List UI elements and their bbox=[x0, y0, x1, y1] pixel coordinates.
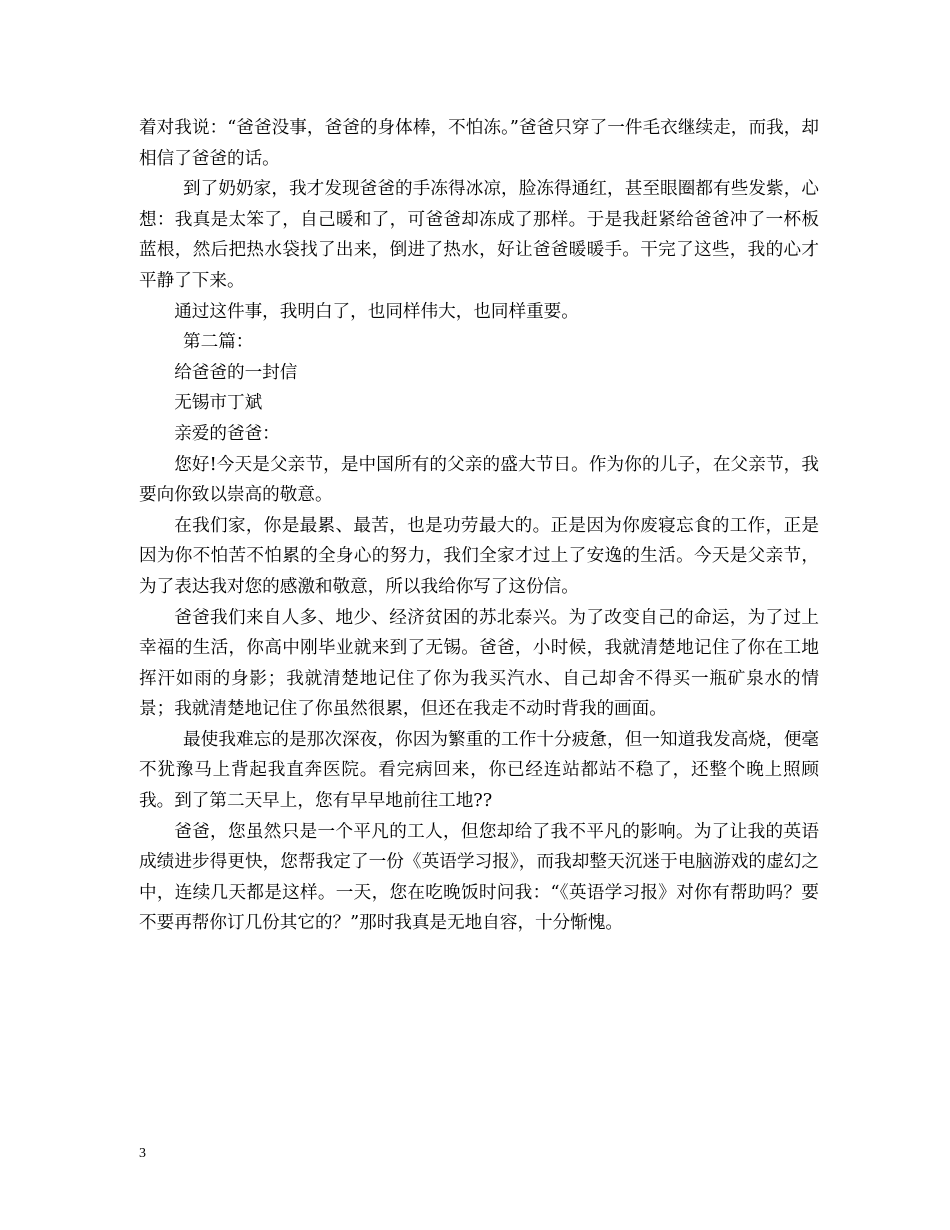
letter-title: 给爸爸的一封信 bbox=[174, 362, 298, 383]
paragraph-10: 爸爸我们来自人多、地少、经济贫困的苏北泰兴。为了改变自己的命运，为了过上幸福的生活，你高中刚毕业就来到了无锡。爸爸，小时候，我就清楚地记住了你在工地挥汗如雨的身影；我就清楚地记住了你为我买汽水、自己却舍不得买一瓶矿泉水的情景；我就清楚地记住了你虽然很累，但还在我走不动时背我的画面。 bbox=[139, 607, 819, 720]
page-number: 3 bbox=[139, 1146, 146, 1161]
paragraph-9: 在我们家，你是最累、最苦，也是功劳最大的。正是因为你废寝忘食的工作，正是因为你不怕苦不怕累的全身心的努力，我们全家才过上了安逸的生活。今天是父亲节，为了表达我对您的感激和敬意，所以我给你写了这份信。 bbox=[139, 515, 819, 597]
paragraph-1: 着对我说：“爸爸没事，爸爸的身体棒，不怕冻。”爸爸只穿了一件毛衣继续走，而我，却相信了爸爸的话。 bbox=[139, 118, 819, 169]
paragraph-2: 到了奶奶家，我才发现爸爸的手冻得冰凉，脸冻得通红，甚至眼圈都有些发紫，心想：我真是太笨了，自己暖和了，可爸爸却冻成了那样。于是我赶紧给爸爸冲了一杯板蓝根，然后把热水袋找了出来，倒进了热水，好让爸爸暖暖手。干完了这些，我的心才平静了下来。 bbox=[139, 179, 819, 291]
paragraph-11: 最使我难忘的是那次深夜，你因为繁重的工作十分疲惫，但一知道我发高烧，便毫不犹豫马上背起我直奔医院。看完病回来，你已经连站都站不稳了，还整个晚上照顾我。到了第二天早上，您有早早地前往工地?? bbox=[139, 729, 819, 812]
document-body bbox=[139, 113, 819, 939]
paragraph-3: 通过这件事，我明白了，也同样伟大，也同样重要。 bbox=[174, 301, 579, 322]
letter-author: 无锡市丁斌 bbox=[174, 393, 263, 414]
paragraph-12: 爸爸，您虽然只是一个平凡的工人，但您却给了我不平凡的影响。为了让我的英语成绩进步得更快，您帮我定了一份《英语学习报》，而我却整天沉迷于电脑游戏的虚幻之中，连续几天都是这样。一天，您在吃晚饭时问我：“《英语学习报》对你有帮助吗？要不要再帮你订几份其它的？”那时我真是无地自容，十分惭愧。 bbox=[139, 821, 819, 934]
paragraph-8: 您好!今天是父亲节，是中国所有的父亲的盛大节日。作为你的儿子，在父亲节，我要向你致以崇高的敬意。 bbox=[139, 454, 819, 506]
section-heading: 第二篇： bbox=[183, 332, 254, 353]
letter-salutation: 亲爱的爸爸： bbox=[174, 423, 280, 444]
